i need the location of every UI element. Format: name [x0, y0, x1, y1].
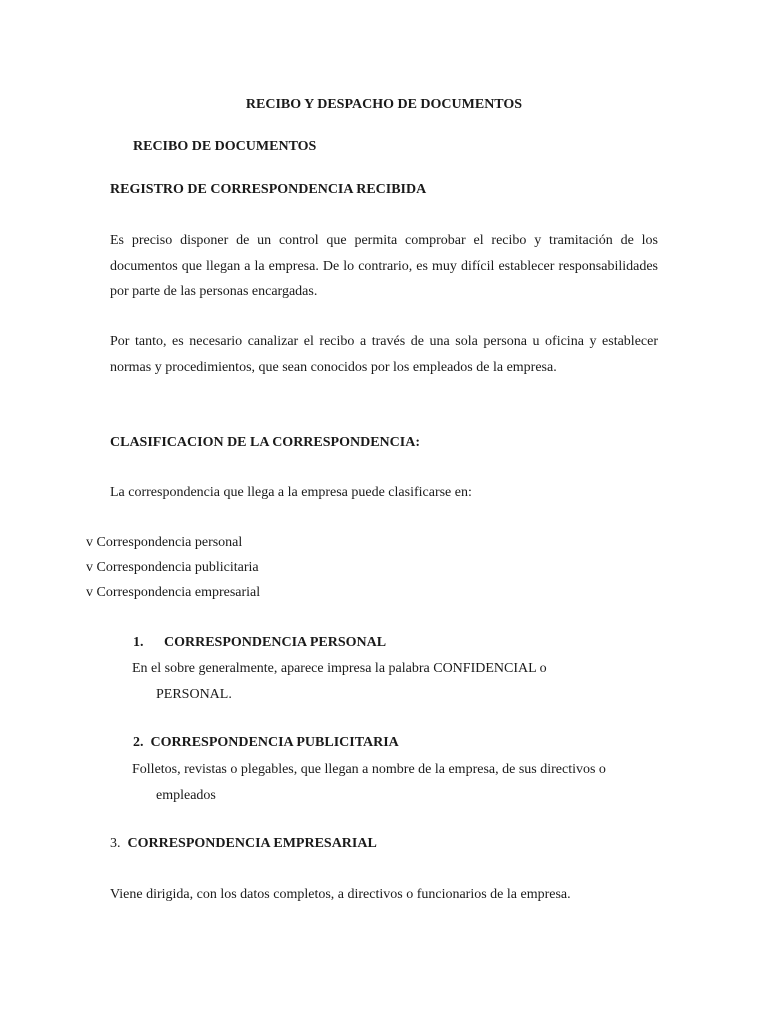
item-heading-empresarial	[110, 835, 377, 853]
item-text-line: En el sobre generalmente, aparece impresa la palabra CONFIDENCIAL o	[132, 661, 547, 676]
section-heading-clasificacion: CLASIFICACION DE LA CORRESPONDENCIA:	[110, 435, 420, 450]
item-title: CORRESPONDENCIA PUBLICITARIA	[150, 735, 399, 750]
bullet-item: v Correspondencia empresarial	[86, 585, 261, 600]
item-number: 2.	[133, 735, 144, 750]
bullet-item: v Correspondencia personal	[86, 535, 243, 550]
item-text-line: Folletos, revistas o plegables, que llegan a nombre de la empresa, de sus directivos o	[132, 762, 606, 777]
item-heading-personal	[133, 634, 386, 652]
paragraph-control: Es preciso disponer de un control que permita comprobar el recibo y tramitación de los documentos que llegan a la empresa. De lo contrario, es muy difícil establecer responsabilidades por parte de las personas encargadas.	[110, 233, 658, 299]
item-title: CORRESPONDENCIA PERSONAL	[164, 635, 387, 650]
item-heading-publicitaria	[133, 734, 399, 752]
section-heading-registro: REGISTRO DE CORRESPONDENCIA RECIBIDA	[110, 182, 427, 197]
item-title: CORRESPONDENCIA EMPRESARIAL	[127, 836, 377, 851]
clasificacion-intro: La correspondencia que llega a la empresa puede clasificarse en:	[110, 485, 472, 500]
item-text-publicitaria	[132, 757, 672, 808]
item-text-line: empleados	[156, 787, 216, 803]
item-text-personal	[132, 656, 672, 707]
item-text-line: PERSONAL.	[156, 686, 232, 702]
item-number: 3.	[110, 836, 121, 851]
paragraph-canalizar: Por tanto, es necesario canalizar el recibo a través de una sola persona u oficina y establecer normas y procedimientos, que sean conocidos por los empleados de la empresa.	[110, 334, 658, 375]
subtitle: RECIBO DE DOCUMENTOS	[133, 139, 317, 154]
document-title: RECIBO Y DESPACHO DE DOCUMENTOS	[245, 97, 523, 112]
item-number: 1.	[133, 635, 144, 650]
bullet-item: v Correspondencia publicitaria	[86, 560, 259, 575]
item-text-empresarial: Viene dirigida, con los datos completos, a directivos o funcionarios de la empresa.	[110, 887, 571, 902]
